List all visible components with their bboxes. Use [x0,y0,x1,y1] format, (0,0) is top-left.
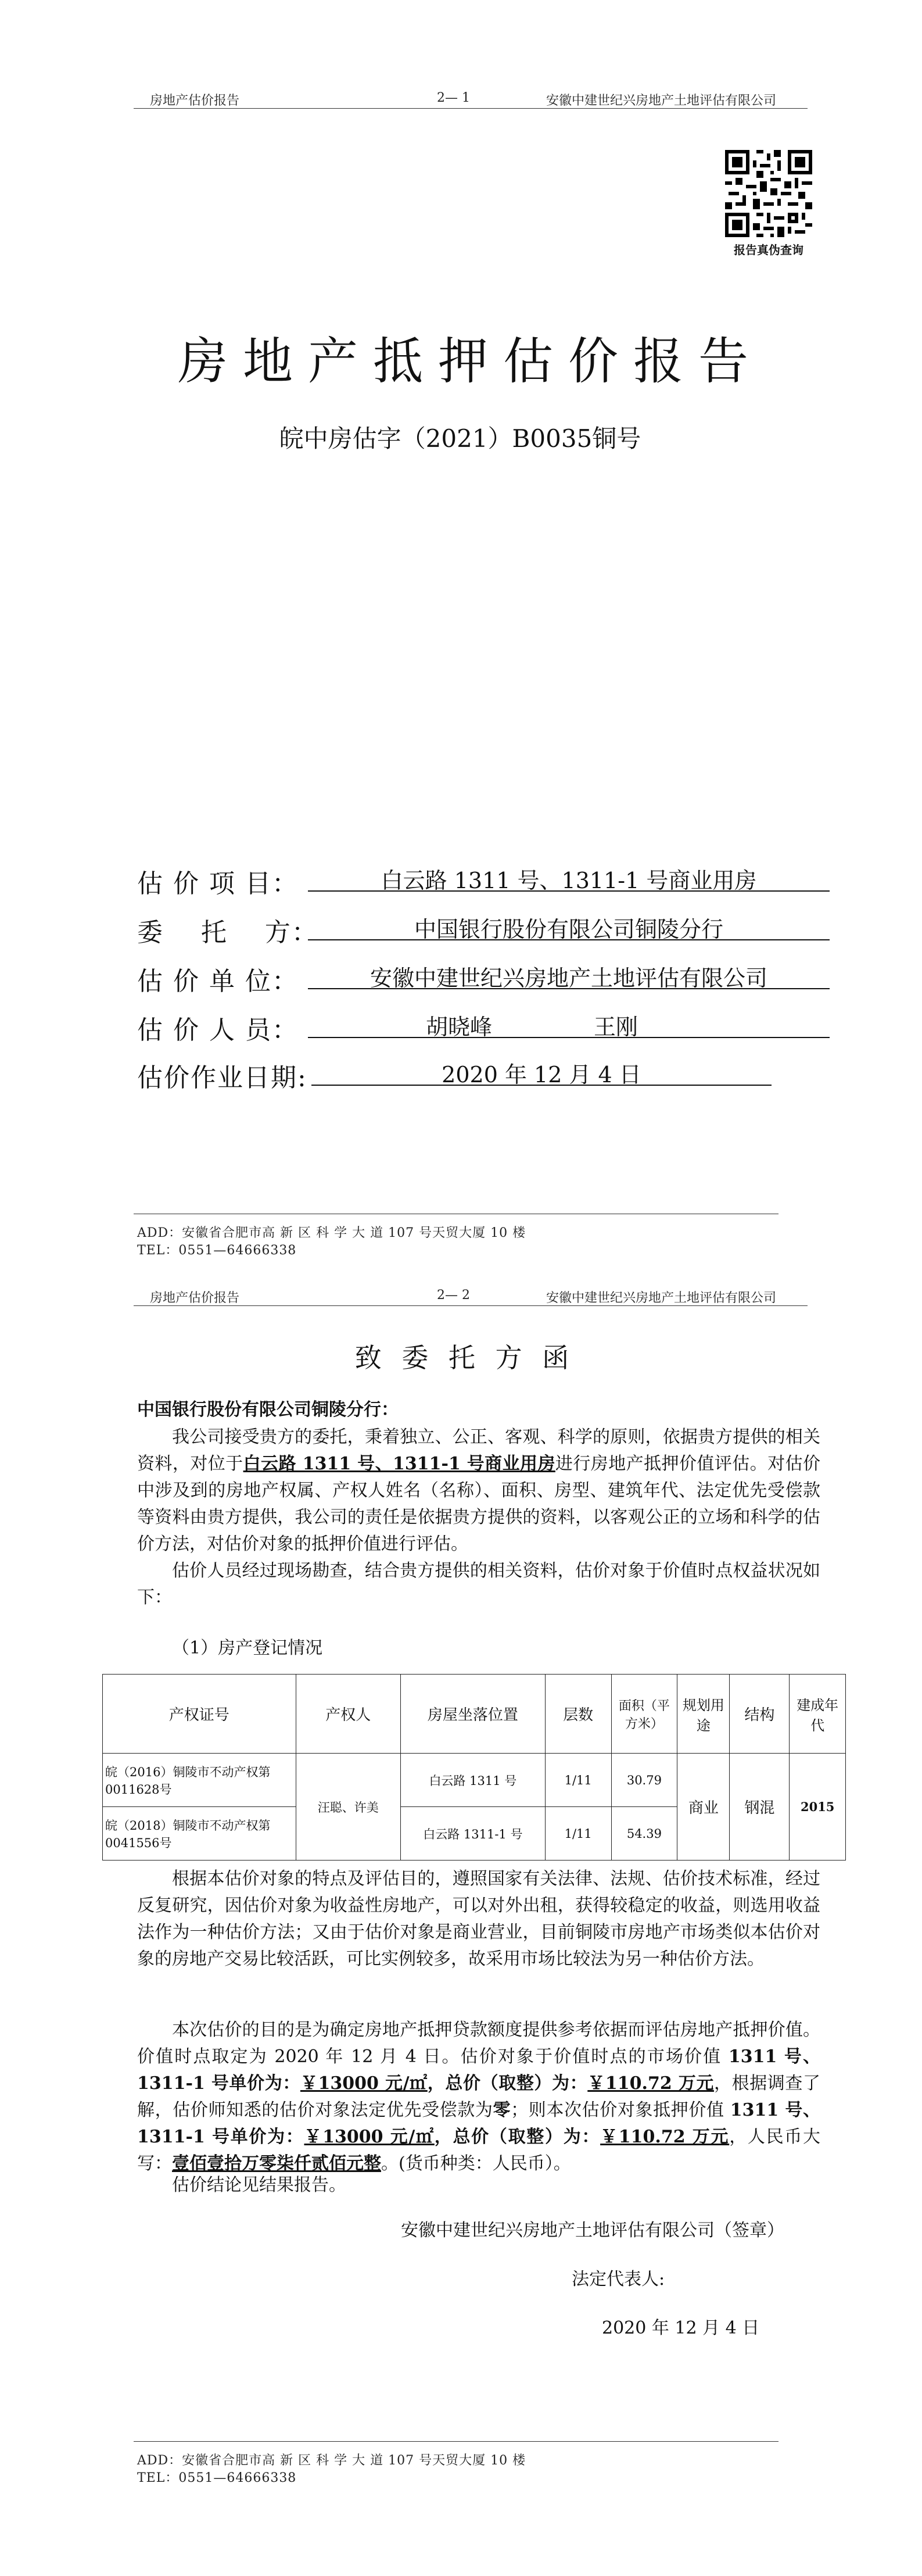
registration-table [102,1674,846,1861]
field-underline [308,988,830,989]
field-value-work-date: 2020 年 12 月 4 日 [442,1062,641,1087]
paragraph-text: 本次估价的目的是为确定房地产抵押贷款额度提供参考依据而评估房地产抵押价值。价值时点取定为 2020 年 12 月 4 日。估价对象于价值时点的市场价值 [137,2020,820,2067]
letter-salutation: 中国银行股份有限公司铜陵分行： [137,1400,399,1420]
footer-phone: TEL：0551—64666338 [137,2471,297,2485]
header-year: 建成年代 [790,1675,846,1754]
header-owner: 产权人 [296,1675,400,1754]
field-label-appraisers: 估 价 人 员： [137,1015,299,1045]
field-label-client: 委 托 方： [137,918,318,947]
total-price-label: ，总价（取整）为： [434,2127,601,2147]
paragraph-text: 。(货币种类：人民币）。 [381,2153,571,2174]
field-label-work-date: 估价作业日期: [137,1063,307,1093]
property-name: 白云路 1311 号、1311-1 号商业用房 [243,1454,555,1474]
unit-price-label: 1311 号、1311-1 号单价为： [137,2100,820,2147]
footer-rule [134,2441,779,2442]
header-page-number: 2— 2 [437,1288,470,1303]
market-unit-price: ￥13000 元/㎡ [300,2073,428,2094]
header-left: 房地产估价报告 [150,94,240,108]
location: 白云路 1311 号 [400,1754,545,1807]
mortgage-unit-price: ￥13000 元/㎡ [304,2127,435,2147]
use: 商业 [677,1754,730,1861]
paragraph-text: ，根据调查了解，估价师知悉的估价对象法定优先受偿款为 [137,2073,821,2120]
qr-code-icon [725,150,812,237]
table-row [103,1754,846,1807]
field-value-appraiser-2: 王刚 [593,1014,638,1040]
area: 54.39 [611,1807,677,1861]
signature-representative: 法定代表人: [572,2269,665,2289]
qr-caption: 报告真伪查询 [734,243,803,257]
header-floors: 层数 [545,1675,611,1754]
field-value-project: 白云路 1311 号、1311-1 号商业用房 [381,868,757,893]
header-location: 房屋坐落位置 [400,1675,545,1754]
location: 白云路 1311-1 号 [400,1807,545,1861]
footer-address: ADD：安徽省合肥市高 新 区 科 学 大 道 107 号天贸大厦 10 楼 [137,1226,526,1240]
field-label-appraiser-org: 估 价 单 位： [137,967,299,996]
letter-title: 致 委 托 方 函 [354,1342,575,1373]
structure: 钢混 [730,1754,790,1861]
header-right: 安徽中建世纪兴房地产土地评估有限公司 [546,1291,777,1305]
field-value-appraiser-org: 安徽中建世纪兴房地产土地评估有限公司 [369,965,767,991]
total-price-label: ，总价（取整）为： [427,2073,588,2094]
field-underline [308,890,830,892]
signature-company: 安徽中建世纪兴房地产土地评估有限公司（签章） [401,2220,784,2241]
field-label-project: 估 价 项 目： [137,869,299,899]
paragraph-text: 我公司接受贵方的委托，秉着独立、公正、客观、科学的原则，依据贵方提供的相关资料，对位于 [137,1427,820,1474]
field-value-client: 中国银行股份有限公司铜陵分行 [414,917,723,942]
header-page-number: 2— 1 [437,91,470,105]
priority-claim-value: 零 [493,2100,511,2120]
paragraph-conclusion: 估价结论见结果报告。 [172,2175,346,2195]
floors: 1/11 [545,1754,611,1807]
report-title: 房地产抵押估价报告 [178,332,763,391]
paragraph-entrustment [137,1424,820,1558]
unit-price-label: 1311 号、1311-1 号单价为： [137,2047,820,2094]
paragraph-text: ；则本次估价对象抵押价值 [511,2100,730,2120]
cert-number: 皖（2018）铜陵市不动产权第0041556号 [103,1807,296,1861]
field-underline [308,939,830,940]
field-underline [311,1085,772,1086]
header-rule [134,108,808,109]
header-right: 安徽中建世纪兴房地产土地评估有限公司 [546,94,777,108]
signature-date: 2020 年 12 月 4 日 [602,2318,760,2338]
cert-number: 皖（2016）铜陵市不动产权第0011628号 [103,1754,296,1807]
mortgage-total-price: ￥110.72 万元 [600,2127,730,2147]
header-use: 规划用途 [677,1675,730,1754]
header-structure: 结构 [730,1675,790,1754]
field-underline [308,1037,830,1038]
market-total-price: ￥110.72 万元 [587,2073,714,2094]
footer-phone: TEL：0551—64666338 [137,1243,297,1258]
area: 30.79 [611,1754,677,1807]
amount-in-words: 壹佰壹拾万零柒仟贰佰元整 [172,2153,381,2174]
floors: 1/11 [545,1807,611,1861]
year: 2015 [790,1754,846,1861]
paragraph-survey: 估价人员经过现场勘查，结合贵方提供的相关资料，估价对象于价值时点权益状况如下： [137,1561,820,1608]
paragraph-methodology: 根据本估价对象的特点及评估目的，遵照国家有关法律、法规、估价技术标准，经过反复研究，因估价对象为收益性房地产，可以对外出租，获得较稳定的收益，则选用收益法作为一种估价方法；又由于估价对象是商业营业，目前铜陵市房地产市场类似本估价对象的房地产交易比较活跃，可比实例较多，故采用市场比较法为另一种估价方法。 [137,1869,820,1969]
section-registration: （1）房产登记情况 [172,1638,323,1658]
header-cert: 产权证号 [103,1675,296,1754]
header-rule [134,1305,808,1306]
paragraph-text: ，人民币大写： [137,2127,820,2174]
paragraph-valuation [137,2017,820,2177]
report-number: 皖中房估字（2021）B0035铜号 [279,424,641,453]
header-left: 房地产估价报告 [150,1291,240,1305]
paragraph-text: 进行房地产抵押价值评估。对估价中涉及到的房地产权属、产权人姓名（名称）、面积、房型、建筑年代、法定优先受偿款等资料由贵方提供，我公司的责任是依据贵方提供的资料，以客观公正的立场和科学的估价方法，对估价对象的抵押价值进行评估。 [137,1454,821,1554]
header-area: 面积（平方米） [611,1675,677,1754]
field-value-appraiser-1: 胡晓峰 [425,1014,492,1040]
footer-address: ADD：安徽省合肥市高 新 区 科 学 大 道 107 号天贸大厦 10 楼 [137,2453,526,2468]
owner: 汪聪、许美 [296,1754,400,1861]
